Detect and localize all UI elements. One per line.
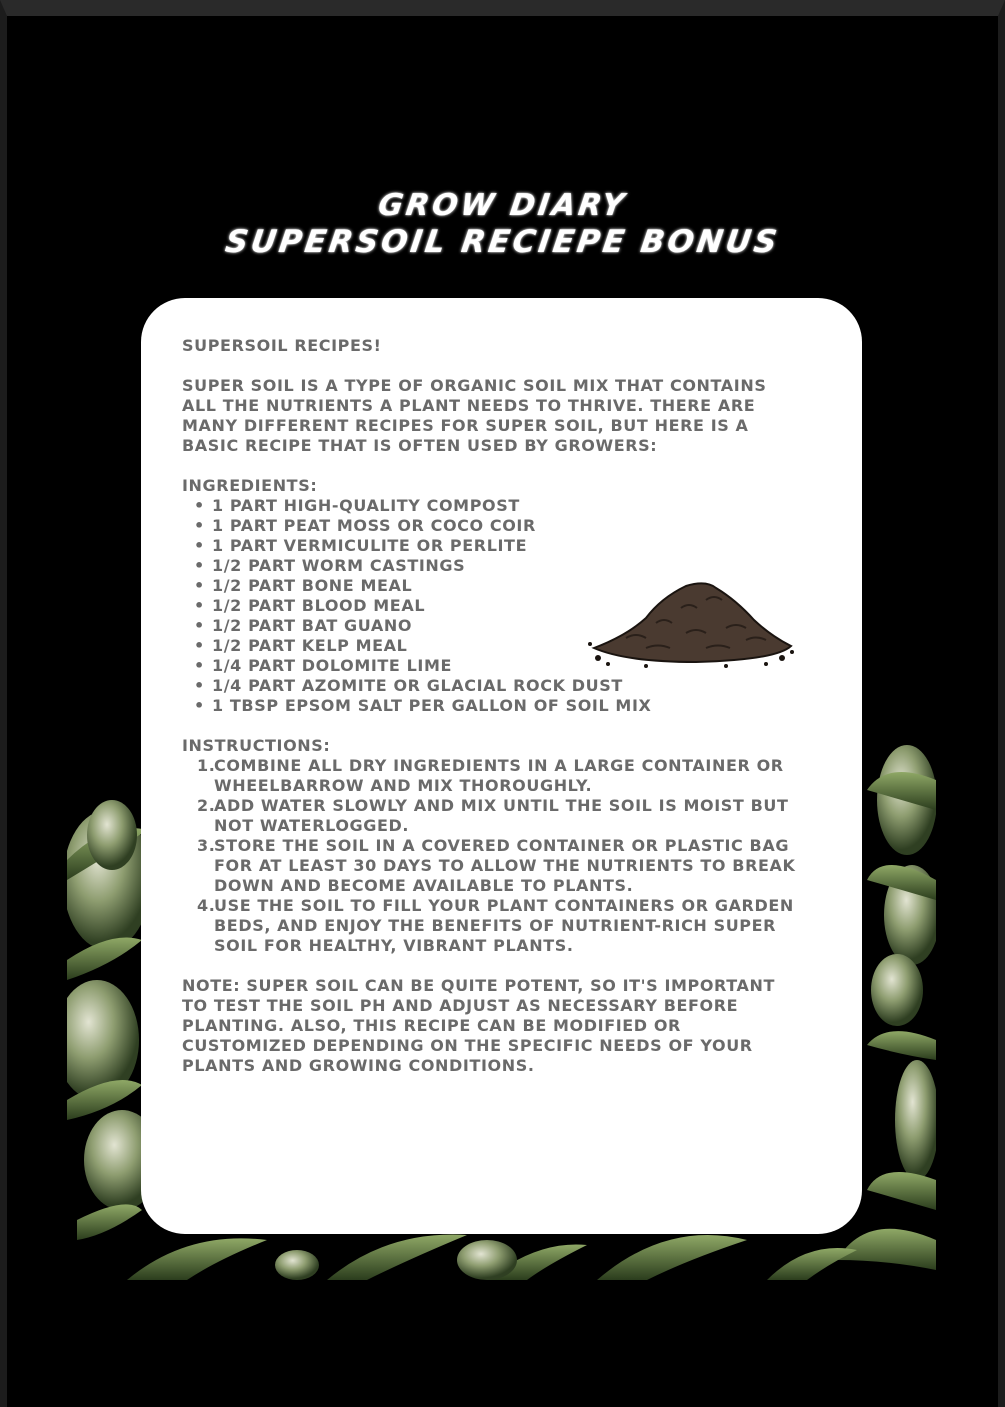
ingredients-label: INGREDIENTS: [182,476,318,495]
recipe-card [141,298,862,1234]
instruction-step [197,896,802,956]
ingredient-item: • 1 TBSP EPSOM SALT PER GALLON OF SOIL MIX [212,696,802,716]
ingredient-item: • 1 PART HIGH-QUALITY COMPOST [212,496,802,516]
instructions-label: INSTRUCTIONS: [182,736,331,755]
ingredient-item: • 1 PART PEAT MOSS OR COCO COIR [212,516,802,536]
instruction-step [197,836,802,896]
step-text: USE THE SOIL TO FILL YOUR PLANT CONTAINERS OR GARDEN BEDS, AND ENJOY THE BENEFITS OF NUTRIENT-RICH SUPER SOIL FOR HEALTHY, VIBRANT PLANTS. [214,896,794,955]
ingredient-item: • 1/4 PART DOLOMITE LIME [212,656,802,676]
step-text: STORE THE SOIL IN A COVERED CONTAINER OR PLASTIC BAG FOR AT LEAST 30 DAYS TO ALLOW THE NUTRIENTS TO BREAK DOWN AND BECOME AVAILABLE TO PLANTS. [214,836,796,895]
ingredient-item: • 1 PART VERMICULITE OR PERLITE [212,536,802,556]
instruction-step [197,796,802,836]
step-text: COMBINE ALL DRY INGREDIENTS IN A LARGE CONTAINER OR WHEELBARROW AND MIX THOROUGHLY. [214,756,784,795]
ingredient-item: • 1/2 PART BAT GUANO [212,616,802,636]
instruction-step [197,756,802,796]
title-line-2: SUPERSOIL RECIEPE BONUS [223,224,782,260]
recipe-note: NOTE: SUPER SOIL CAN BE QUITE POTENT, SO IT'S IMPORTANT TO TEST THE SOIL PH AND ADJUST AS NECESSARY BEFORE PLANTING. ALSO, THIS RECIPE CAN BE MODIFIED OR CUSTOMIZED DEPENDING ON THE SPECIFIC NEEDS OF YOUR PLANTS AND GROWING CONDITIONS. [182,976,776,1075]
ingredient-item: • 1/2 PART WORM CASTINGS [212,556,802,576]
step-number: 2. [197,796,216,815]
step-number: 4. [197,896,216,915]
step-number: 3. [197,836,216,855]
instructions-list [182,756,802,956]
ingredient-item: • 1/2 PART KELP MEAL [212,636,802,656]
ingredient-item: • 1/2 PART BONE MEAL [212,576,802,596]
soil-pile-icon [586,578,798,670]
recipe-intro: SUPER SOIL IS A TYPE OF ORGANIC SOIL MIX THAT CONTAINS ALL THE NUTRIENTS A PLANT NEEDS TO THRIVE. THERE ARE MANY DIFFERENT RECIPES FOR SUPER SOIL, BUT HERE IS A BASIC RECIPE THAT IS OFTEN USED BY GROWERS: [182,376,767,455]
title-line-1: GROW DIARY [375,188,630,223]
step-number: 1. [197,756,216,775]
recipe-text [182,336,802,1076]
ingredient-item: • 1/4 PART AZOMITE OR GLACIAL ROCK DUST [212,676,802,696]
ingredient-item: • 1/2 PART BLOOD MEAL [212,596,802,616]
recipe-heading: SUPERSOIL RECIPES! [182,336,382,355]
step-text: ADD WATER SLOWLY AND MIX UNTIL THE SOIL IS MOIST BUT NOT WATERLOGGED. [214,796,789,835]
